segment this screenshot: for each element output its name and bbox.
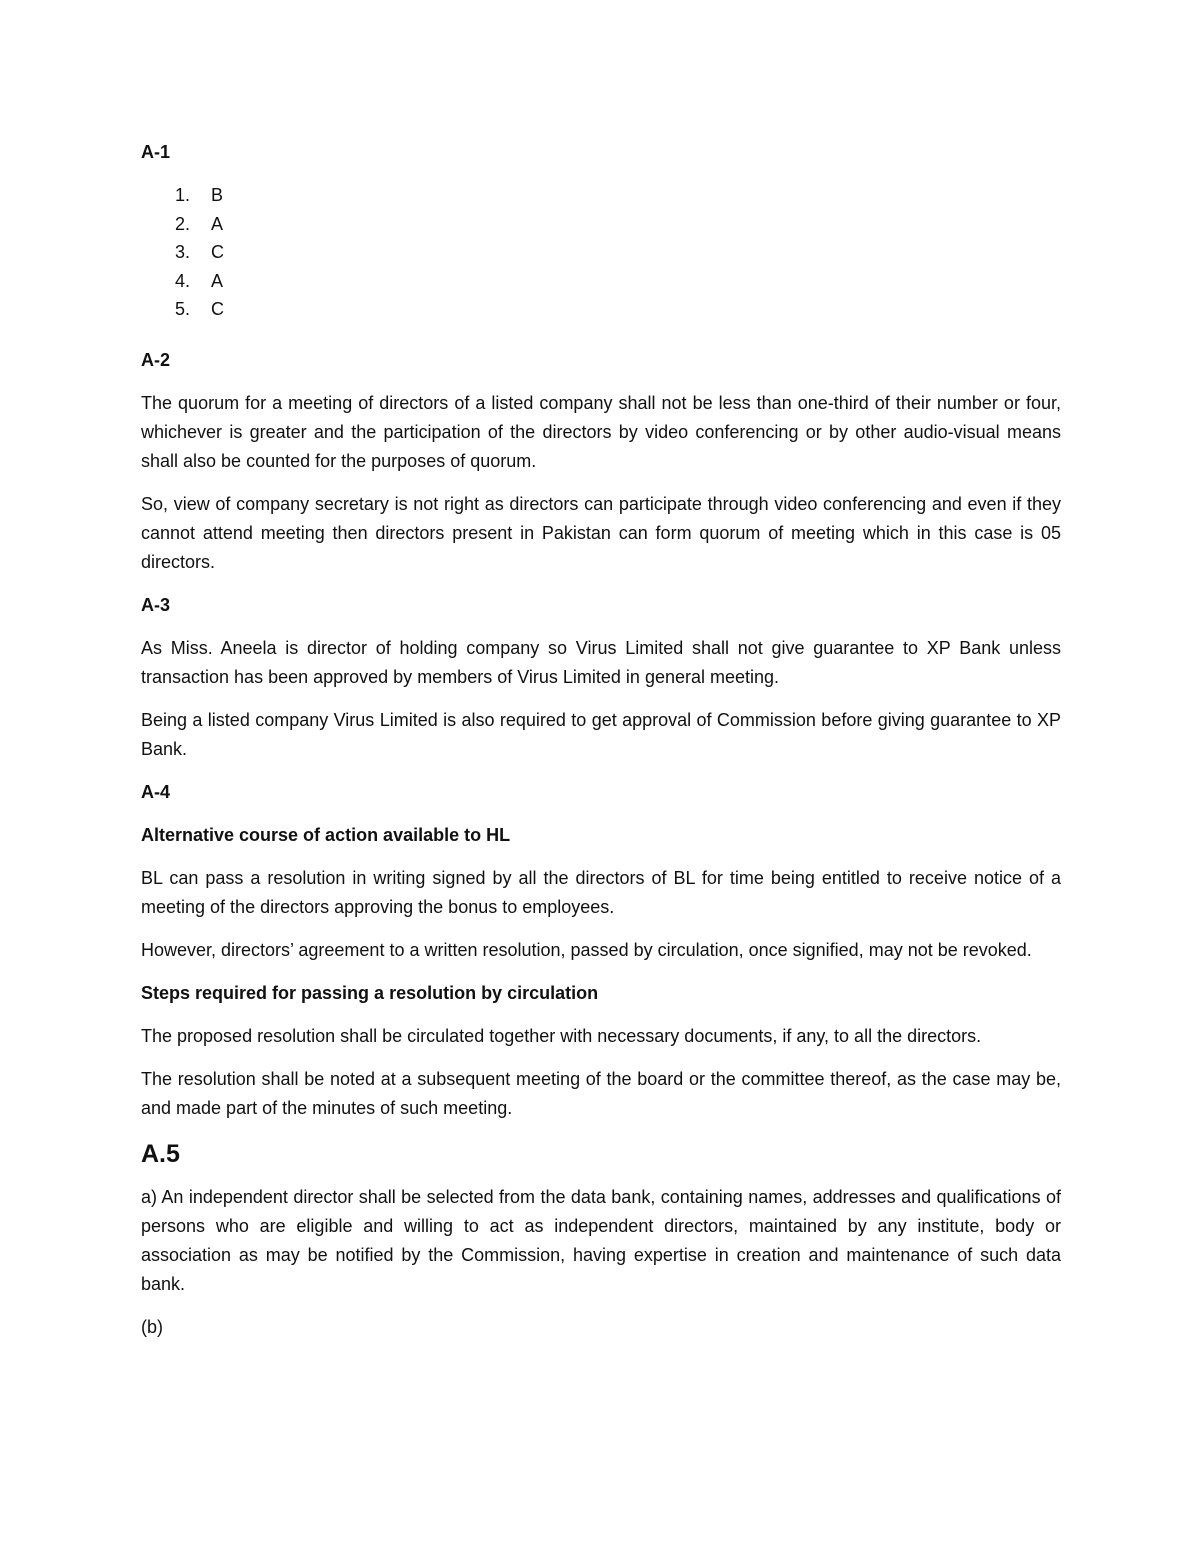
list-item <box>141 238 1061 267</box>
list-item-answer: C <box>211 299 224 319</box>
a4-paragraph-3: The proposed resolution shall be circulated together with necessary documents, if any, to all the directors. <box>141 1025 982 1046</box>
a5-paragraph-a: a) An independent director shall be selected from the data bank, containing names, addresses and qualifications of persons who are eligible and willing to act as independent directors, maintained by any institute, body or association as may be notified by the Commission, having expertise in creation and maintenance of such data bank. <box>141 1186 1061 1294</box>
a5-paragraph-b: (b) <box>141 1316 163 1337</box>
document-page <box>141 138 1061 1356</box>
list-item-number: 5. <box>175 299 191 319</box>
a4-subheading-alternative: Alternative course of action available to HL <box>141 824 511 845</box>
list-item <box>141 181 1061 210</box>
a4-paragraph-4: The resolution shall be noted at a subsequent meeting of the board or the committee thereof, as the case may be, and made part of the minutes of such meeting. <box>141 1068 1061 1118</box>
a2-paragraph-2: So, view of company secretary is not right as directors can participate through video conferencing and even if they cannot attend meeting then directors present in Pakistan can form quorum of meeting which in this case is 05 directors. <box>141 493 1061 572</box>
a3-paragraph-1: As Miss. Aneela is director of holding company so Virus Limited shall not give guarantee to XP Bank unless transaction has been approved by members of Virus Limited in general meeting. <box>141 637 1061 687</box>
answer-list-a1 <box>141 181 1061 324</box>
list-item-answer: C <box>211 242 224 262</box>
a3-paragraph-2: Being a listed company Virus Limited is also required to get approval of Commission before giving guarantee to XP Bank. <box>141 709 1061 759</box>
a4-paragraph-2: However, directors’ agreement to a written resolution, passed by circulation, once signified, may not be revoked. <box>141 939 1032 960</box>
list-item-number: 4. <box>175 270 191 291</box>
list-item <box>141 295 1061 324</box>
list-item-answer: A <box>211 270 224 291</box>
section-heading-a5: A.5 <box>141 1139 180 1168</box>
list-item-answer: B <box>211 185 224 205</box>
list-item-number: 3. <box>175 242 191 262</box>
section-heading-a2: A-2 <box>141 349 171 370</box>
section-heading-a3: A-3 <box>141 594 171 615</box>
list-item <box>141 267 1061 296</box>
section-heading-a4: A-4 <box>141 781 171 802</box>
a2-paragraph-1: The quorum for a meeting of directors of a listed company shall not be less than one-third of their number or four, whichever is greater and the participation of the directors by video conferencing or by other audio-visual means shall also be counted for the purposes of quorum. <box>141 392 1061 471</box>
list-item <box>141 210 1061 239</box>
section-heading-a1: A-1 <box>141 142 171 162</box>
a4-subheading-steps: Steps required for passing a resolution by circulation <box>141 982 599 1003</box>
list-item-number: 1. <box>175 185 191 205</box>
list-item-number: 2. <box>175 213 191 234</box>
a4-paragraph-1: BL can pass a resolution in writing signed by all the directors of BL for time being entitled to receive notice of a meeting of the directors approving the bonus to employees. <box>141 867 1061 917</box>
list-item-answer: A <box>211 213 224 234</box>
